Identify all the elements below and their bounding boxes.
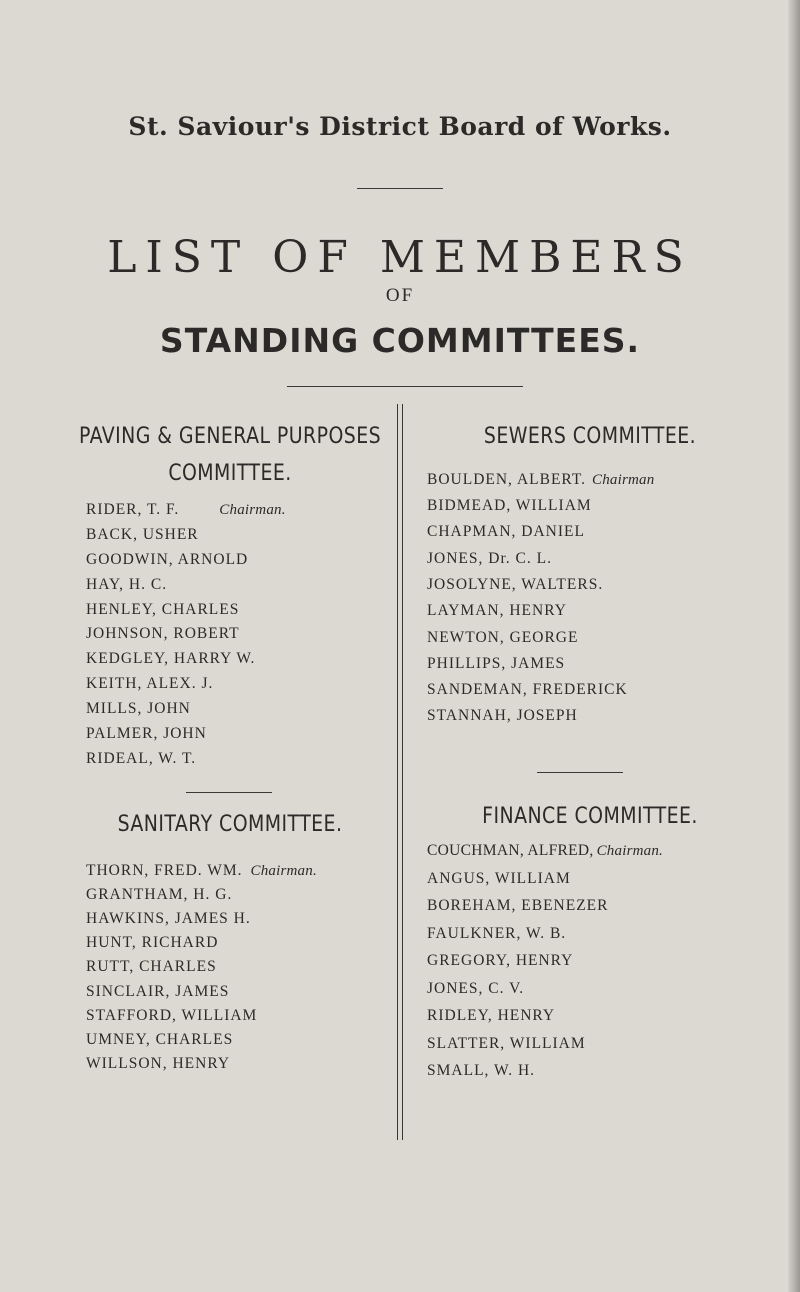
list-item: RIDLEY, HENRY: [427, 1007, 556, 1024]
list-item: UMNEY, CHARLES: [86, 1031, 234, 1048]
list-item: BOREHAM, EBENEZER: [427, 897, 609, 914]
list-item: JOHNSON, ROBERT: [86, 625, 240, 642]
list-item: CHAPMAN, DANIEL: [427, 523, 585, 540]
list-item: HUNT, RICHARD: [86, 934, 219, 951]
chairman-label: Chairman.: [250, 863, 317, 879]
member-name: BOULDEN, ALBERT.: [427, 471, 587, 488]
page-subtitle: STANDING COMMITTEES.: [159, 321, 641, 360]
chairman-label: Chairman.: [596, 843, 663, 859]
list-item: SMALL, W. H.: [427, 1062, 536, 1079]
member-name: THORN, FRED. WM.: [86, 862, 243, 879]
list-item: WILLSON, HENRY: [86, 1055, 231, 1072]
member-name: COUCHMAN, ALFRED,: [427, 842, 594, 859]
list-item: RIDEAL, W. T.: [86, 750, 197, 767]
list-item: JONES, Dr. C. L.: [427, 550, 552, 567]
page-edge-shadow: [788, 0, 800, 1292]
list-item: KEITH, ALEX. J.: [86, 675, 214, 692]
list-item: [427, 842, 663, 860]
list-item: [86, 501, 286, 519]
list-item: FAULKNER, W. B.: [427, 925, 567, 942]
list-item: PHILLIPS, JAMES: [427, 655, 566, 672]
list-item: [427, 471, 655, 489]
list-item: HENLEY, CHARLES: [86, 601, 240, 618]
list-item: KEDGLEY, HARRY W.: [86, 650, 256, 667]
list-item: SINCLAIR, JAMES: [86, 983, 230, 1000]
list-item: SLATTER, WILLIAM: [427, 1035, 586, 1052]
list-item: GREGORY, HENRY: [427, 952, 574, 969]
subtitle-divider: [287, 386, 523, 387]
list-item: GRANTHAM, H. G.: [86, 886, 233, 903]
list-item: SANDEMAN, FREDERICK: [427, 681, 628, 698]
column-divider-left: [397, 404, 398, 1140]
finance-committee-heading: FINANCE COMMITTEE.: [482, 804, 698, 829]
list-item: GOODWIN, ARNOLD: [86, 551, 249, 568]
list-item: STAFFORD, WILLIAM: [86, 1007, 258, 1024]
paving-committee-heading-line2: COMMITTEE.: [168, 461, 292, 486]
member-name: RIDER, T. F.: [86, 501, 180, 518]
list-item: RUTT, CHARLES: [86, 958, 217, 975]
paving-committee-heading-line1: PAVING & GENERAL PURPOSES: [78, 424, 382, 449]
list-item: JONES, C. V.: [427, 980, 525, 997]
sewers-committee-heading: SEWERS COMMITTEE.: [483, 424, 697, 449]
title-divider: [357, 188, 443, 189]
list-item: ANGUS, WILLIAM: [427, 870, 571, 887]
right-column-divider: [537, 772, 623, 773]
list-item: JOSOLYNE, WALTERS.: [427, 576, 604, 593]
left-column-divider: [186, 792, 272, 793]
list-item: HAWKINS, JAMES H.: [86, 910, 251, 927]
list-item: [86, 862, 317, 880]
chairman-label: Chairman: [592, 472, 655, 488]
list-item: MILLS, JOHN: [86, 700, 191, 717]
list-item: BACK, USHER: [86, 526, 199, 543]
page-title: LIST OF MEMBERS: [107, 232, 693, 283]
list-item: STANNAH, JOSEPH: [427, 707, 578, 724]
sanitary-committee-heading: SANITARY COMMITTEE.: [117, 812, 343, 837]
list-item: HAY, H. C.: [86, 576, 168, 593]
list-item: LAYMAN, HENRY: [427, 602, 567, 619]
chairman-label: Chairman.: [219, 502, 286, 518]
board-name: St. Saviour's District Board of Works.: [128, 112, 672, 141]
list-item: PALMER, JOHN: [86, 725, 207, 742]
of-connector: OF: [385, 285, 415, 306]
column-divider-right: [402, 404, 403, 1140]
list-item: BIDMEAD, WILLIAM: [427, 497, 592, 514]
list-item: NEWTON, GEORGE: [427, 629, 579, 646]
